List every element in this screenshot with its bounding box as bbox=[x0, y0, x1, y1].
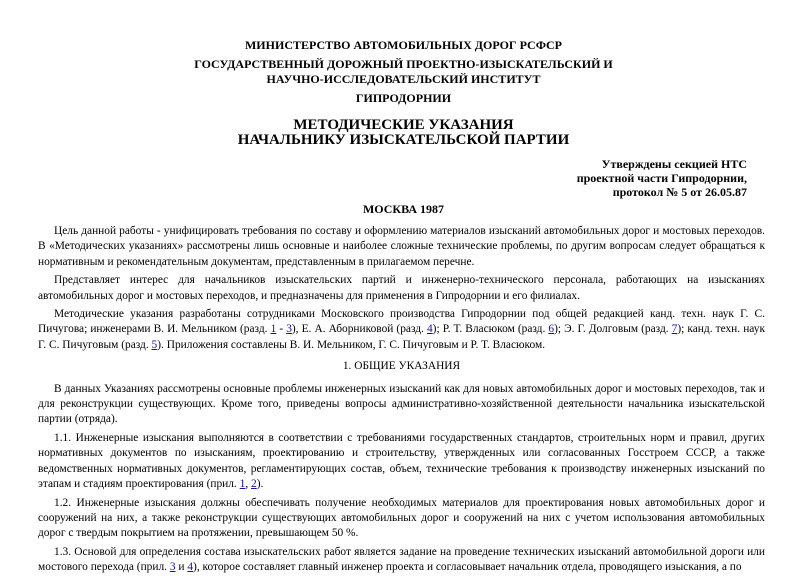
intro-paragraph-purpose: Цель данной работы - унифицировать требования по составу и оформлению материалов изысканий автомобильных дорог и мостовых переходов. В «Методических указаниях» рассмотрены лишь основные и наиболее сложные технические проблемы, по другим вопросам следует обращаться к нормативным и рекомендательным документам, представленным в прилагаемом перечне. bbox=[38, 225, 765, 268]
section-link-4[interactable]: 4 bbox=[426, 323, 433, 336]
institute-short-name: ГИПРОДОРНИИ bbox=[355, 91, 452, 105]
text-run: 1.1. Инженерные изыскания выполняются в соответствии с требованиями государственных стандартов, строительных норм и правил, других нормативных документов по изысканиям, проектированию и строительству, утвержденных или согласованных Госстроем СССР, а также ведомственных нормативных документов, регламентирующих состав, объем, технические требования к производству инженерных изысканий по этапам и стадиям проектирования (прил. bbox=[38, 431, 765, 491]
institute-heading-line2: НАУЧНО-ИССЛЕДОВАТЕЛЬСКИЙ ИНСТИТУТ bbox=[266, 72, 541, 86]
intro-paragraph-authors bbox=[38, 307, 765, 353]
section-link-5[interactable]: 5 bbox=[151, 338, 158, 351]
city-year: МОСКВА 1987 bbox=[362, 202, 445, 216]
text-run: Методические указания разработаны сотрудниками Московского производства Гипродорнии под общей редакцией канд. техн. наук Г. С. Пичугова; инженерами В. И. Мельником (разд. bbox=[38, 308, 765, 336]
section-intro-paragraph: В данных Указаниях рассмотрены основные проблемы инженерных изысканий как для новых автомобильных дорог и мостовых переходов, так и для реконструкции существующих. Кроме того, приведены вопросы административно-хозяйственной деятельности начальника изыскательской партии (отряда). bbox=[38, 382, 765, 426]
text-run: ). Приложения составлены В. И. Мельником, Г. С. Пичуговым и Р. Т. Власюком. bbox=[157, 338, 546, 351]
approval-line1: Утверждены секцией НТС bbox=[601, 157, 747, 171]
approval-line3: протокол № 5 от 26.05.87 bbox=[612, 185, 747, 199]
institute-heading-line1: ГОСУДАРСТВЕННЫЙ ДОРОЖНЫЙ ПРОЕКТНО-ИЗЫСКАТЕЛЬСКИЙ И bbox=[194, 57, 613, 71]
paragraph-1-1 bbox=[38, 431, 765, 493]
text-run: ), которое составляет главный инженер проекта и согласовывает начальник отдела, проводящего изыскания, а по bbox=[193, 561, 742, 574]
text-run: ); Р. Т. Власюком (разд. bbox=[432, 323, 549, 336]
text-run: и bbox=[175, 561, 188, 574]
document-title-line1: МЕТОДИЧЕСКИЕ УКАЗАНИЯ bbox=[293, 117, 514, 133]
section-link-7[interactable]: 7 bbox=[671, 323, 678, 336]
text-run: , bbox=[245, 478, 252, 491]
section-title: 1. ОБЩИЕ УКАЗАНИЯ bbox=[342, 360, 461, 373]
document-body bbox=[38, 224, 765, 579]
approval-block bbox=[577, 157, 747, 199]
text-run: ), Е. А. Аборниковой (разд. bbox=[291, 323, 427, 336]
text-run: ); Э. Г. Долговым (разд. bbox=[554, 323, 672, 336]
approval-line2: проектной части Гипродорнии, bbox=[576, 171, 747, 185]
text-run: 1.3. Основой для определения состава изыскательских работ является задание на проведение технических изысканий автомобильной дороги или мостового перехода (прил. bbox=[38, 545, 765, 574]
appendix-link-2[interactable]: 2 bbox=[251, 478, 257, 491]
text-run: ); канд. техн. наук Г. С. Пичуговым (разд. bbox=[38, 323, 765, 351]
ministry-heading: МИНИСТЕРСТВО АВТОМОБИЛЬНЫХ ДОРОГ РСФСР bbox=[244, 38, 563, 52]
paragraph-1-2: 1.2. Инженерные изыскания должны обеспечивать получение необходимых материалов для проектирования новых автомобильных дорог и сооружений на них, а также реконструкции существующих автомобильных дорог и сооружений на них с учетом использования автомобильных дорог с твердым покрытием на протяжении, превышающем 50 %. bbox=[38, 496, 765, 540]
appendix-link-4[interactable]: 4 bbox=[187, 561, 194, 574]
appendix-link-3[interactable]: 3 bbox=[169, 561, 176, 574]
section-link-6[interactable]: 6 bbox=[548, 323, 555, 336]
text-run: ). bbox=[256, 478, 264, 491]
section-link-3[interactable]: 3 bbox=[286, 323, 292, 336]
intro-paragraph-audience: Представляет интерес для начальников изыскательских партий и инженерно-технического персонала, работающих на изысканиях автомобильных дорог и мостовых переходов, и предназначены для применения в Гипродорнии и его филиалах. bbox=[38, 274, 765, 302]
document-title-line2: НАЧАЛЬНИКУ ИЗЫСКАТЕЛЬСКОЙ ПАРТИИ bbox=[237, 132, 570, 148]
appendix-link-1[interactable]: 1 bbox=[239, 478, 246, 491]
text-run: - bbox=[276, 323, 287, 336]
section-link-1[interactable]: 1 bbox=[270, 323, 277, 336]
